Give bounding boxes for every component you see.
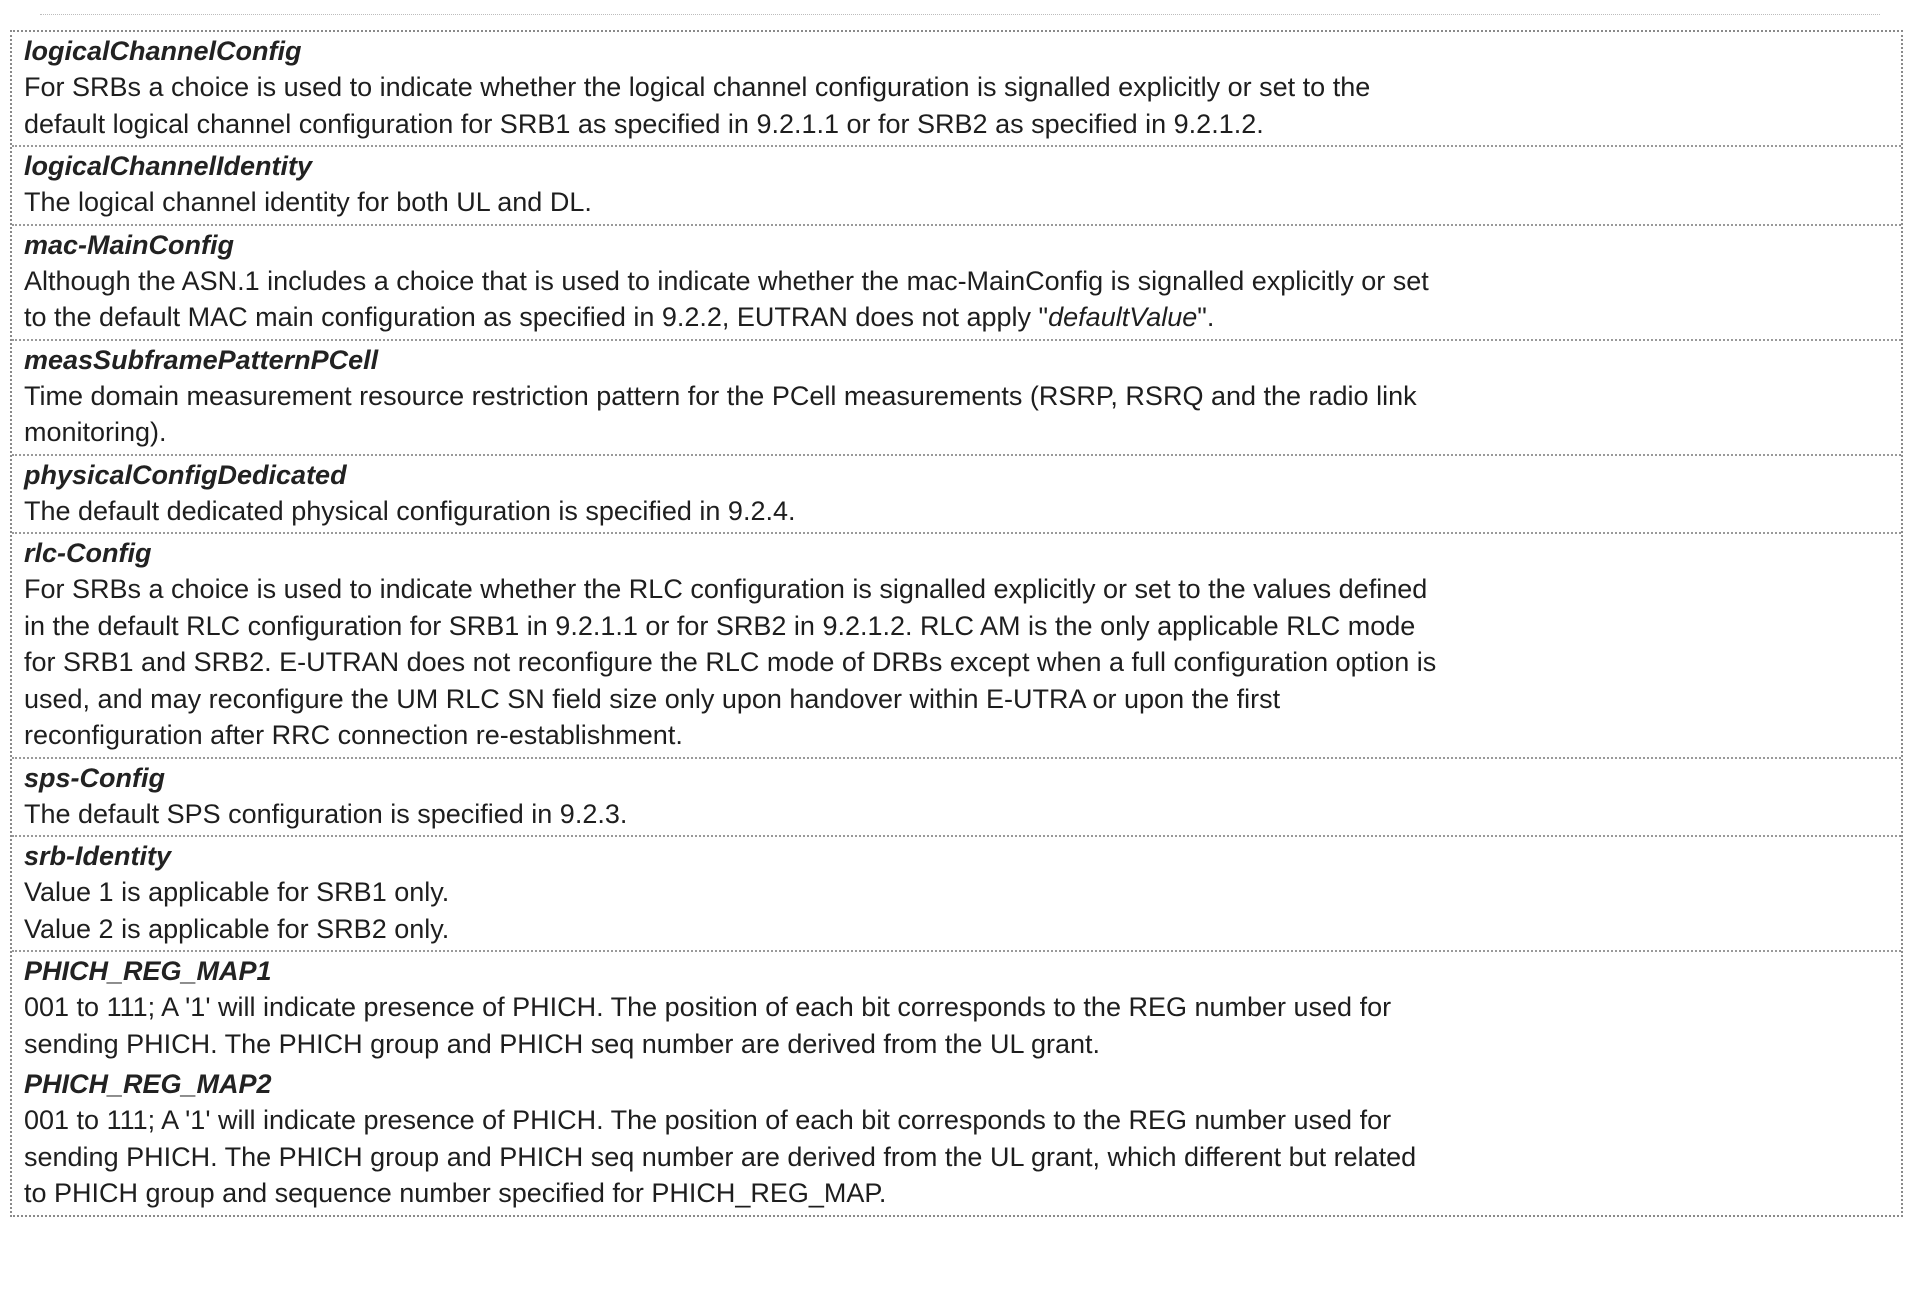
table-row-physicalconfigdedicated <box>12 456 1901 535</box>
field-description: Value 1 is applicable for SRB1 only. Value 2 is applicable for SRB2 only. <box>24 877 450 944</box>
description-text-end: ". <box>1197 302 1215 332</box>
field-description: The default SPS configuration is specified in 9.2.3. <box>24 798 628 829</box>
field-name: measSubframePatternPCell <box>24 344 379 375</box>
table-row-sps-config <box>12 759 1901 838</box>
table-row-phich-reg-map2 <box>12 1065 1901 1215</box>
description-emphasis: defaultValue <box>1048 302 1198 332</box>
field-name: sps-Config <box>24 762 165 793</box>
field-name: srb-Identity <box>24 841 172 871</box>
table-row-logicalchannelconfig <box>12 32 1901 147</box>
field-name: PHICH_REG_MAP1 <box>24 956 272 986</box>
field-description: 001 to 111; A '1' will indicate presence of PHICH. The position of each bit corresponds to the REG number used for sending PHICH. The PHICH group and PHICH seq number are derived from the UL grant, which different but related to PHICH group and sequence number specified for PHICH_REG_MAP. <box>24 1105 1417 1208</box>
description-text: Although the ASN.1 includes a choice that is used to indicate whether the mac-MainConfig is signalled explicitly or set to the default MAC main configuration as specified in 9.2.2, EUTRAN does not apply " <box>24 265 1429 332</box>
field-name: logicalChannelIdentity <box>24 151 313 181</box>
field-description: For SRBs a choice is used to indicate whether the RLC configuration is signalled explicitly or set to the values defined in the default RLC configuration for SRB1 in 9.2.1.1 or for SRB2 in 9.2.1.2. RLC AM is the only applicable RLC mode for SRB1 and SRB2. E-UTRAN does not reconfigure the RLC mode of DRBs except when a full configuration option is used, and may reconfigure the UM RLC SN field size only upon handover within E-UTRA or upon the first reconfiguration after RRC connection re-establishment. <box>24 574 1437 750</box>
field-name: logicalChannelConfig <box>24 36 302 66</box>
field-name: physicalConfigDedicated <box>24 459 347 490</box>
field-description <box>24 263 1893 336</box>
table-row-phich-reg-map1 <box>12 952 1901 1065</box>
field-description: For SRBs a choice is used to indicate whether the logical channel configuration is signalled explicitly or set to the default logical channel configuration for SRB1 as specified in 9.2.1.1 or for SRB2 as specified in 9.2.1.2. <box>24 72 1371 139</box>
header-divider <box>40 14 1880 15</box>
field-description: 001 to 111; A '1' will indicate presence of PHICH. The position of each bit corresponds to the REG number used for sending PHICH. The PHICH group and PHICH seq number are derived from the UL grant. <box>24 992 1392 1059</box>
field-name: mac-MainConfig <box>24 229 235 260</box>
table-row-mac-mainconfig <box>12 226 1901 341</box>
table-row-rlc-config <box>12 534 1901 759</box>
field-description: Time domain measurement resource restriction pattern for the PCell measurements (RSRP, RSRQ and the radio link monitoring). <box>24 380 1417 447</box>
field-description: The default dedicated physical configuration is specified in 9.2.4. <box>24 495 796 526</box>
field-descriptions-table <box>10 30 1903 1217</box>
field-description: The logical channel identity for both UL and DL. <box>24 187 592 217</box>
field-name: rlc-Config <box>24 538 152 568</box>
table-row-srb-identity <box>12 837 1901 952</box>
field-name: PHICH_REG_MAP2 <box>24 1069 272 1099</box>
table-row-logicalchannelidentity <box>12 147 1901 226</box>
table-row-meassubframepatternpcell <box>12 341 1901 456</box>
